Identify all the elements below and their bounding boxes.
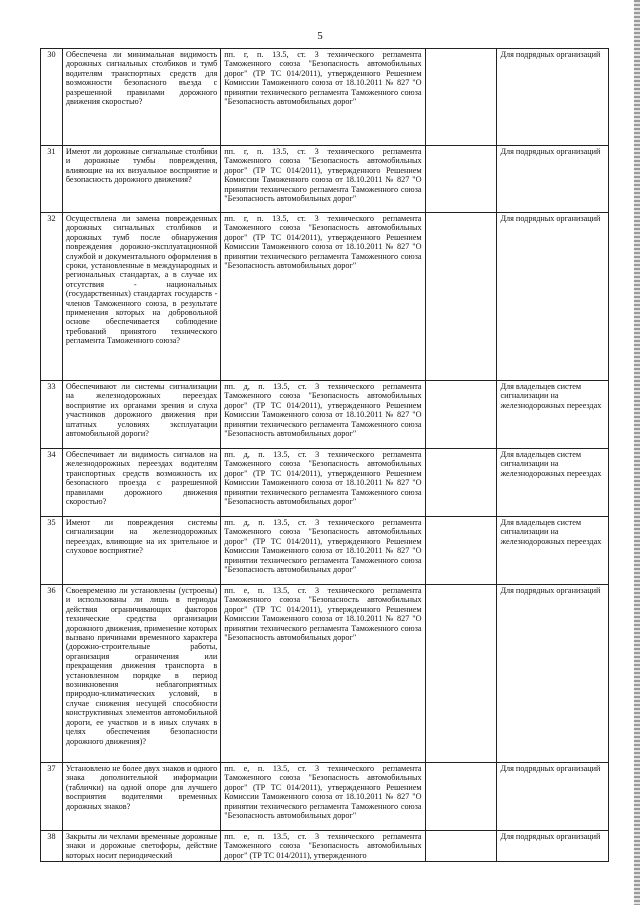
answer-cell: [425, 381, 497, 449]
question-text: Осуществлена ли замена поврежденных дорожных сигнальных столбиков и дорожных тумб после обнаружения повреждения дорожно-эксплуатационной службой и документального оформления в сроки, установленные в международных и региональных стандартах, а в случае их отсутствия - национальных (государственных) стандартах государств - членов Таможенного союза, в результате применения которых на добровольной основе обеспечивается соблюдение требований принятого технического регламента Таможенного союза?: [65, 214, 218, 346]
table-row: [41, 763, 609, 831]
answer-cell: [425, 763, 497, 831]
legal-reference: пп. г, п. 13.5, ст. 3 технического регламента Таможенного союза "Безопасность автомобильных дорог" (ТР ТС 014/2011), утвержденного Решением Комиссии Таможенного союза от 18.10.2011 № 827 "О принятии технического регламента Таможенного союза "Безопасность автомобильных дорог": [224, 214, 422, 271]
applicability-note: Для подрядных организаций: [500, 586, 601, 595]
legal-reference: пп. г, п. 13.5, ст. 3 технического регламента Таможенного союза "Безопасность автомобильных дорог" (ТР ТС 014/2011), утвержденного Решением Комиссии Таможенного союза от 18.10.2011 № 827 "О принятии технического регламента Таможенного союза "Безопасность автомобильных дорог": [224, 50, 422, 107]
answer-cell: [425, 585, 497, 763]
table-row: [41, 146, 609, 213]
answer-cell: [425, 49, 497, 146]
row-number: 38: [41, 831, 63, 862]
legal-reference: пп. е, п. 13.5, ст. 3 технического регламента Таможенного союза "Безопасность автомобильных дорог" (ТР ТС 014/2011), утвержденного Решением Комиссии Таможенного союза от 18.10.2011 № 827 "О принятии технического регламента Таможенного союза "Безопасность автомобильных дорог": [224, 764, 422, 821]
question-text: Обеспечивают ли системы сигнализации на железнодорожных переездах восприятие их органами зрения и слуха участников дорожного движения при штатных условиях эксплуатации автомобильной дороги?: [65, 382, 218, 439]
table-row: [41, 449, 609, 517]
row-number: 33: [41, 381, 63, 449]
scan-edge-texture: [634, 0, 640, 905]
answer-cell: [425, 831, 497, 862]
legal-reference: пп. д, п. 13.5, ст. 3 технического регламента Таможенного союза "Безопасность автомобильных дорог" (ТР ТС 014/2011), утвержденного Решением Комиссии Таможенного союза от 18.10.2011 № 827 "О принятии технического регламента Таможенного союза "Безопасность автомобильных дорог": [224, 382, 422, 439]
question-text: Закрыты ли чехлами временные дорожные знаки и дорожные светофоры, действие которых носит периодический: [65, 832, 218, 860]
legal-reference: пп. д, п. 13.5, ст. 3 технического регламента Таможенного союза "Безопасность автомобильных дорог" (ТР ТС 014/2011), утвержденного Решением Комиссии Таможенного союза от 18.10.2011 № 827 "О принятии технического регламента Таможенного союза "Безопасность автомобильных дорог": [224, 450, 422, 507]
checklist-table: [40, 48, 609, 862]
row-number: 36: [41, 585, 63, 763]
question-text: Обеспечена ли минимальная видимость дорожных сигнальных столбиков и тумб водителям транспортных средств для возможности безопасного въезда с разрешенной правилами дорожного движения скоростью?: [65, 50, 218, 107]
legal-reference: пп. е, п. 13.5, ст. 3 технического регламента Таможенного союза "Безопасность автомобильных дорог" (ТР ТС 014/2011), утвержденного Решением Комиссии Таможенного союза от 18.10.2011 № 827 "О принятии технического регламента Таможенного союза "Безопасность автомобильных дорог": [224, 586, 422, 643]
answer-cell: [425, 146, 497, 213]
question-text: Имеют ли дорожные сигнальные столбики и дорожные тумбы повреждения, влияющие на их визуальное восприятие и безопасность дорожного движения?: [65, 147, 218, 185]
question-text: Обеспечивает ли видимость сигналов на железнодорожных переездах водителям транспортных средств возможность их безопасного проезда с разрешенной правилами дорожного движения скоростью?: [65, 450, 218, 507]
applicability-note: Для владельцев систем сигнализации на железнодорожных переездах: [500, 450, 602, 478]
question-text: Имеют ли повреждения системы сигнализации на железнодорожных переездах, влияющие на их зрительное и слуховое восприятие?: [65, 518, 218, 556]
table-row: [41, 213, 609, 381]
applicability-note: Для подрядных организаций: [500, 147, 601, 156]
legal-reference: пп. г, п. 13.5, ст. 3 технического регламента Таможенного союза "Безопасность автомобильных дорог" (ТР ТС 014/2011), утвержденного Решением Комиссии Таможенного союза от 18.10.2011 № 827 "О принятии технического регламента Таможенного союза "Безопасность автомобильных дорог": [224, 147, 422, 204]
row-number: 34: [41, 449, 63, 517]
table-row: [41, 831, 609, 862]
row-number: 35: [41, 517, 63, 585]
row-number: 31: [41, 146, 63, 213]
question-text: Установлено не более двух знаков и одного знака дополнительной информации (таблички) на одной опоре для лучшего восприятия водителями временных дорожных знаков?: [65, 764, 218, 811]
question-text: Своевременно ли установлены (устроены) и использованы ли лишь в периоды действия ограничивающих факторов технические средства организации дорожного движения, применение которых вызвано причинами временного характера (дорожно-строительные работы, организация ограничения или прекращения движения транспорта в установленном порядке в период возникновения неблагоприятных природно-климатических условий, в случае снижения несущей способности конструктивных элементов автомобильной дороги, ее участков и в иных случаях в целях обеспечения безопасности дорожного движения)?: [65, 586, 218, 746]
applicability-note: Для подрядных организаций: [500, 764, 601, 773]
table-row: [41, 381, 609, 449]
answer-cell: [425, 517, 497, 585]
answer-cell: [425, 449, 497, 517]
applicability-note: Для подрядных организаций: [500, 214, 601, 223]
applicability-note: Для подрядных организаций: [500, 50, 601, 59]
applicability-note: Для владельцев систем сигнализации на железнодорожных переездах: [500, 518, 602, 546]
table-row: [41, 517, 609, 585]
legal-reference: пп. д, п. 13.5, ст. 3 технического регламента Таможенного союза "Безопасность автомобильных дорог" (ТР ТС 014/2011), утвержденного Решением Комиссии Таможенного союза от 18.10.2011 № 827 "О принятии технического регламента Таможенного союза "Безопасность автомобильных дорог": [224, 518, 422, 575]
answer-cell: [425, 213, 497, 381]
row-number: 30: [41, 49, 63, 146]
applicability-note: Для владельцев систем сигнализации на железнодорожных переездах: [500, 382, 602, 410]
legal-reference: пп. е, п. 13.5, ст. 3 технического регламента Таможенного союза "Безопасность автомобильных дорог" (ТР ТС 014/2011), утвержденного: [224, 832, 422, 860]
row-number: 32: [41, 213, 63, 381]
applicability-note: Для подрядных организаций: [500, 832, 601, 841]
row-number: 37: [41, 763, 63, 831]
table-row: [41, 49, 609, 146]
page-number: 5: [317, 30, 323, 42]
table-row: [41, 585, 609, 763]
